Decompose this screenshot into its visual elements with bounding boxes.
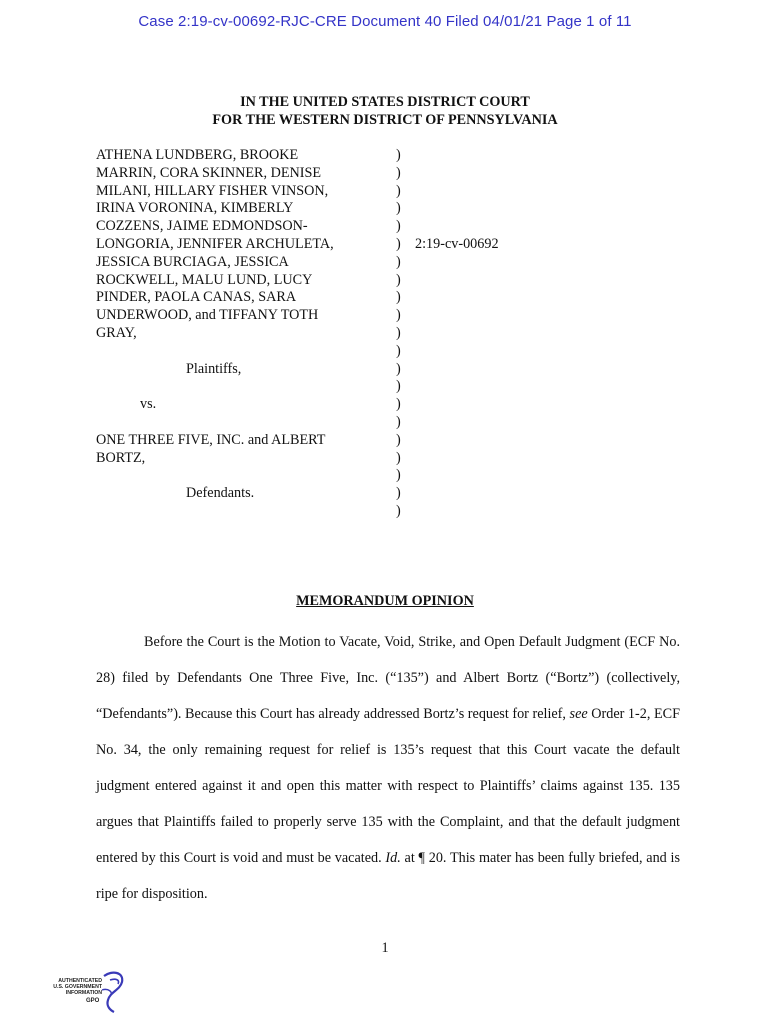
caption-paren: ) — [396, 235, 401, 252]
court-heading-line-1: IN THE UNITED STATES DISTRICT COURT — [240, 94, 530, 110]
plaintiff-names-line: ATHENA LUNDBERG, BROOKE — [96, 147, 299, 163]
caption-paren: ) — [396, 467, 401, 484]
caption-paren: ) — [396, 431, 401, 448]
plaintiff-names-line: ROCKWELL, MALU LUND, LUCY — [96, 271, 313, 288]
caption-paren: ) — [396, 413, 401, 430]
plaintiff-names-line: JESSICA BURCIAGA, JESSICA — [96, 253, 289, 270]
court-heading-line-2: FOR THE WESTERN DISTRICT OF PENNSYLVANIA — [212, 111, 558, 128]
caption-paren: ) — [396, 200, 401, 217]
plaintiff-names-line: GRAY, — [96, 324, 137, 341]
plaintiff-names-line: MARRIN, CORA SKINNER, DENISE — [96, 164, 322, 181]
caption-paren: ) — [396, 289, 401, 306]
plaintiff-names-line: LONGORIA, JENNIFER ARCHULETA, — [96, 235, 334, 252]
case-number: 2:19-cv-00692 — [415, 236, 499, 252]
caption-paren: ) — [396, 360, 401, 377]
case-caption-parties — [96, 147, 396, 503]
caption-paren: ) — [396, 485, 401, 502]
plaintiff-names-line: PINDER, PAOLA CANAS, SARA — [96, 289, 297, 306]
caption-paren-column — [396, 147, 408, 521]
caption-paren: ) — [396, 449, 401, 466]
memorandum-title: MEMORANDUM OPINION — [296, 593, 474, 609]
defendant-names-line: ONE THREE FIVE, INC. and ALBERT — [96, 431, 326, 448]
paragraph-text: at ¶ 20. This mater has been fully briefed, and is ripe for disposition. — [96, 850, 680, 902]
eagle-icon — [98, 970, 128, 1014]
seal-gpo-text: GPO — [86, 998, 100, 1004]
gpo-authentication-seal — [34, 970, 130, 1014]
caption-paren: ) — [396, 164, 401, 181]
seal-text-line: AUTHENTICATED — [58, 978, 102, 984]
paragraph-text: Order 1-2, ECF No. 34, the only remaining request for relief is 135’s request that this Court vacate the default judgment entered against it and open this matter with respect to Plaintiffs’ claims against 135. 135 argues that Plaintiffs failed to properly serve 135 with the Complaint, and that the default judgment entered by this Court is void and must be vacated. — [96, 706, 680, 866]
caption-paren: ) — [396, 396, 401, 413]
caption-paren: ) — [396, 218, 401, 235]
caption-paren: ) — [396, 147, 401, 163]
versus-label: vs. — [140, 396, 157, 413]
paragraph-text: Before the Court is the Motion to Vacate, Void, Strike, and Open Default Judgment (ECF No. 28) filed by Defendants One Three Five, Inc. (“135”) and Albert Bortz (“Bortz”) (collectively, “Defendants”). Because this Court has already addressed Bortz’s request for relief, — [96, 634, 680, 722]
seal-text-line: U.S. GOVERNMENT — [53, 984, 102, 991]
caption-paren: ) — [396, 182, 401, 199]
caption-paren: ) — [396, 342, 401, 359]
defendants-role-label: Defendants. — [186, 485, 255, 502]
opinion-paragraph — [96, 624, 680, 912]
plaintiff-names-line: MILANI, HILLARY FISHER VINSON, — [96, 182, 329, 199]
caption-paren: ) — [396, 502, 401, 519]
seal-text-line: INFORMATION — [65, 990, 102, 997]
plaintiffs-role-label: Plaintiffs, — [186, 360, 242, 377]
citation-signal-see: see — [569, 706, 588, 722]
citation-id: Id. — [385, 850, 401, 866]
plaintiff-names-line: IRINA VORONINA, KIMBERLY — [96, 200, 294, 217]
defendant-names-line: BORTZ, — [96, 449, 146, 466]
caption-paren: ) — [396, 378, 401, 395]
docket-header-stamp: Case 2:19-cv-00692-RJC-CRE Document 40 Filed 04/01/21 Page 1 of 11 — [138, 13, 632, 30]
caption-paren: ) — [396, 271, 401, 288]
page-number: 1 — [381, 940, 389, 956]
court-heading — [0, 94, 770, 129]
opinion-body — [96, 624, 680, 912]
plaintiff-names-line: UNDERWOOD, and TIFFANY TOTH — [96, 307, 319, 324]
caption-paren: ) — [396, 253, 401, 270]
plaintiff-names-line: COZZENS, JAIME EDMONDSON- — [96, 218, 308, 235]
caption-paren: ) — [396, 324, 401, 341]
caption-paren: ) — [396, 307, 401, 324]
